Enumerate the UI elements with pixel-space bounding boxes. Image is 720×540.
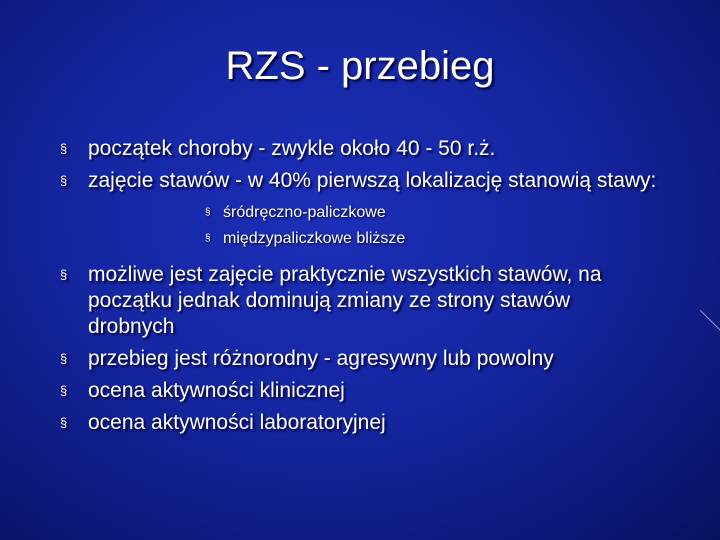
bullet-marker-icon: §: [60, 351, 68, 366]
bullet-item: [58, 168, 658, 252]
decorative-diagonal-line: [700, 310, 720, 330]
bullet-text: ocena aktywności klinicznej: [88, 379, 345, 402]
bullet-item: [58, 136, 658, 162]
bullet-text: początek choroby - zwykle około 40 - 50 r.ż.: [88, 137, 496, 160]
sub-bullet-marker-icon: §: [205, 233, 211, 244]
bullet-marker-icon: §: [60, 141, 68, 156]
sub-bullet-text: śródręczno-paliczkowe: [223, 204, 386, 221]
bullet-marker-icon: §: [60, 267, 68, 282]
sub-bullet-list: [205, 200, 720, 252]
sub-bullet-item: [205, 226, 720, 252]
sub-bullet-item: [205, 200, 720, 226]
bullet-text: możliwe jest zajęcie praktycznie wszystkich stawów, na początku jednak dominują zmiany ze strony stawów drobnych: [88, 263, 602, 338]
bullet-item: [58, 410, 658, 436]
sub-bullet-marker-icon: §: [205, 207, 211, 218]
bullet-list: [58, 136, 658, 442]
bullet-item: [58, 346, 658, 372]
bullet-marker-icon: §: [60, 383, 68, 398]
bullet-item: [58, 262, 658, 340]
slide-title: RZS - przebieg: [225, 44, 495, 88]
bullet-text: przebieg jest różnorodny - agresywny lub powolny: [88, 347, 554, 370]
bullet-text: ocena aktywności laboratoryjnej: [88, 411, 386, 434]
bullet-item: [58, 378, 658, 404]
bullet-marker-icon: §: [60, 415, 68, 430]
bullet-text: zajęcie stawów - w 40% pierwszą lokalizację stanowią stawy:: [88, 169, 657, 192]
bullet-marker-icon: §: [60, 173, 68, 188]
sub-bullet-text: międzypaliczkowe bliższe: [223, 230, 406, 247]
